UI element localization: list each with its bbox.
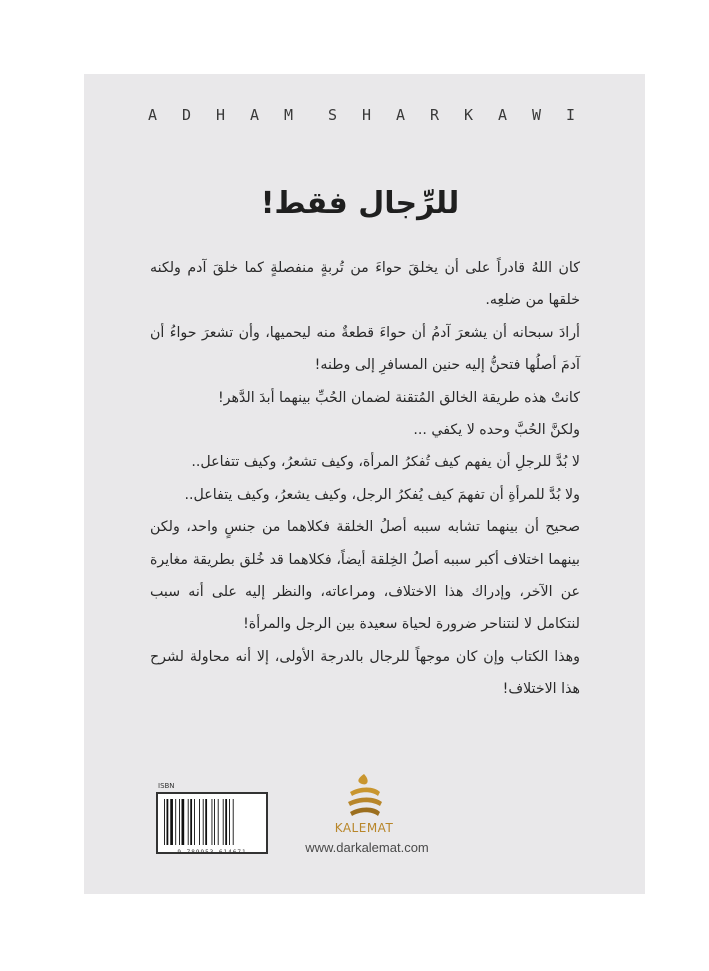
barcode-bar [188,799,189,845]
barcode [156,792,268,854]
barcode-bar [194,799,195,845]
author-letter: A [498,106,508,124]
barcode-bar [175,799,176,845]
blurb-text [150,252,580,706]
barcode-bar [199,799,200,845]
barcode-number: 9 789953 614671 [177,849,247,856]
author-letter: I [566,106,576,124]
barcode-bars [164,799,260,845]
paragraph: ولكنَّ الحُبَّ وحده لا يكفي ... [413,422,580,439]
author-letter: K [464,106,474,124]
barcode-bar [164,799,165,845]
barcode-bar [218,799,219,845]
author-letter: H [216,106,226,124]
publisher-logo-icon [334,770,394,822]
barcode-bar [179,799,180,845]
barcode-bar [212,799,213,845]
barcode-bar [182,799,185,845]
isbn-label: ISBN [158,782,175,790]
barcode-bar [170,799,173,845]
author-first-name [148,106,318,128]
author-letter: A [396,106,406,124]
barcode-bar [225,799,227,845]
author-letter: H [362,106,372,124]
barcode-bar [167,799,169,845]
author-letter: D [182,106,192,124]
author-last-name [328,106,600,128]
barcode-bar [205,799,207,845]
author-letter: W [532,106,542,124]
paragraph: كانتْ هذه طريقة الخالق المُتقنة لضمان الحُبِّ بينهما أبدَ الدَّهر! [217,389,580,406]
paragraph: ولا بُدَّ للمرأةِ أن تفهمَ كيف يُفكرُ الرجل، وكيف يشعرُ، وكيف يتفاعل.. [184,486,580,503]
author-letter: M [284,106,294,124]
barcode-bar [223,799,224,845]
author-letter: A [148,106,158,124]
publisher-name: KALEMAT [334,821,394,835]
paragraph: لا بُدَّ للرجلِ أن يفهم كيف تُفكرُ المرأة، وكيف تشعرُ، وكيف تتفاعل.. [191,454,580,471]
barcode-bar [214,799,215,845]
paragraph: وهذا الكتاب وإن كان موجهاً للرجال بالدرجة الأولى، إلا أنه محاولة لشرح هذا الاختلاف! [150,648,580,698]
author-letter: R [430,106,440,124]
author-letter: A [250,106,260,124]
barcode-bar [203,799,204,845]
author-letter: S [328,106,338,124]
barcode-bar [229,799,230,845]
paragraph: أرادَ سبحانه أن يشعرَ آدمُ أن حواءَ قطعةٌ منه ليحميها، وأن تشعرَ حواءُ أن آدمَ أصلُها فتحنُّ إليه حنين المسافرِ إلى وطنه! [150,324,580,374]
barcode-bar [190,799,192,845]
paragraph: صحيح أن بينهما تشابه سببه أصلُ الخلقة فكلاهما من جنسٍ واحد، ولكن بينهما اختلاف أكبر سببه أصلُ الخِلقة أيضاً، فكلاهما قد خُلق بطريقة مغايرة عن الآخر، وإدراك هذا الاختلاف، ومراعاته، والنظر إليه على أنه سبب لنتكامل لا لنتناحر ضرورة لحياة سعيدة بين الرجل والمرأة! [150,519,580,633]
paragraph: كان اللهُ قادراً على أن يخلقَ حواءَ من تُربةٍ منفصلةٍ كما خلقَ آدم ولكنه خلقها من ضلعِه. [150,260,580,309]
publisher-website: www.darkalemat.com [305,840,429,855]
barcode-bar [233,799,234,845]
author-name [148,106,600,128]
book-title: للرِّجال فقط! [260,186,460,221]
